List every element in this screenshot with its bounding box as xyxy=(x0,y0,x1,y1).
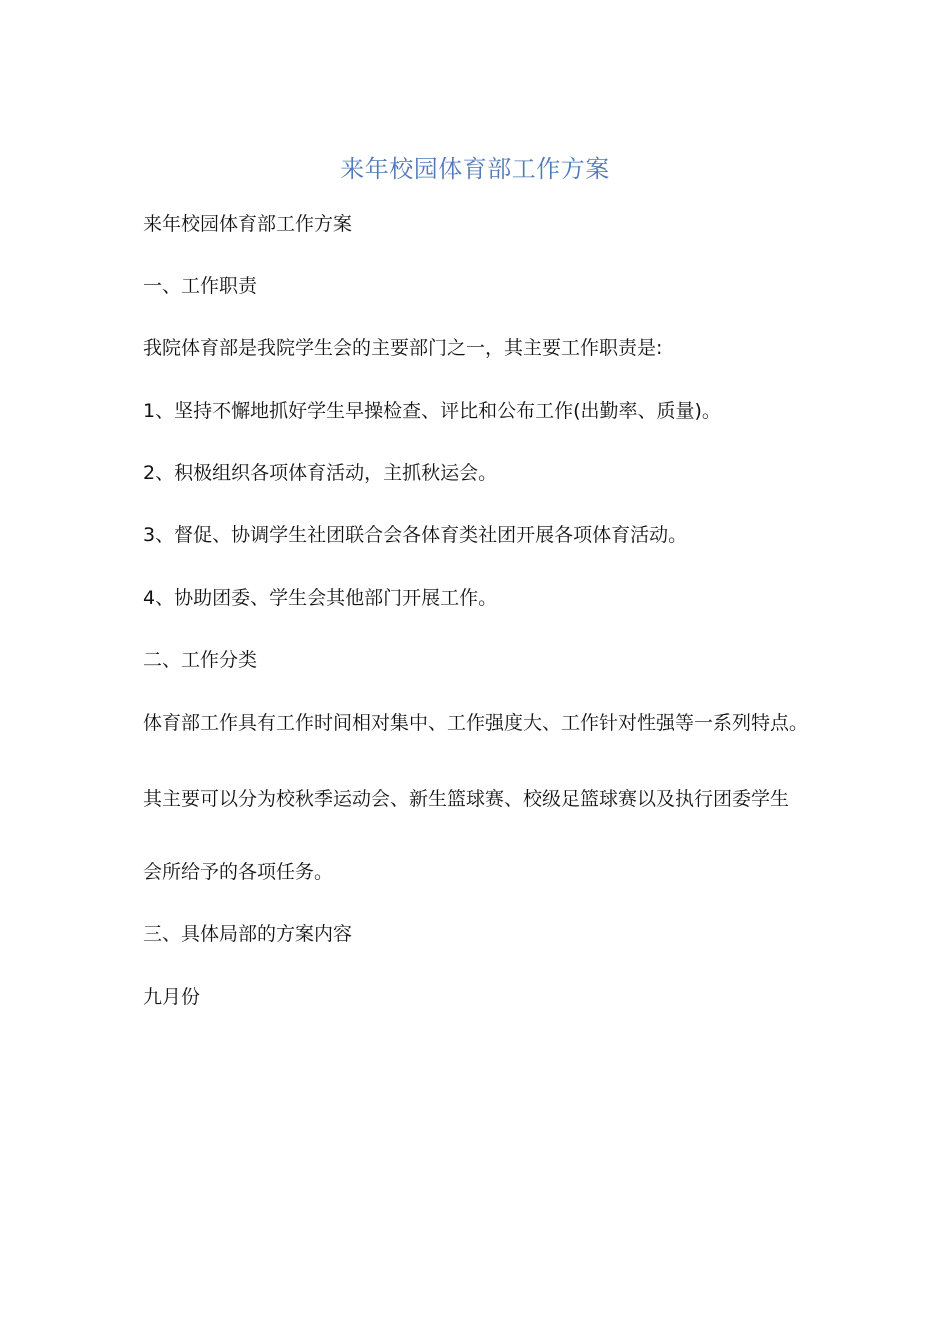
section2-paragraph-2-line-2: 会所给予的各项任务。 xyxy=(143,861,334,883)
document-subtitle: 来年校园体育部工作方案 xyxy=(143,213,353,235)
section1-item-3: 3、督促、协调学生社团联合会各体育类社团开展各项体育活动。 xyxy=(143,524,688,546)
section2-paragraph-1: 体育部工作具有工作时间相对集中、工作强度大、工作针对性强等一系列特点。 xyxy=(143,712,809,734)
section1-item-1: 1、坚持不懈地抓好学生早操检查、评比和公布工作(出勤率、质量)。 xyxy=(143,400,721,422)
section1-heading: 一、工作职责 xyxy=(143,275,258,297)
document-title: 来年校园体育部工作方案 xyxy=(340,155,610,183)
section3-month: 九月份 xyxy=(143,986,201,1008)
section2-heading: 二、工作分类 xyxy=(143,649,258,671)
section2-paragraph-2-line-1: 其主要可以分为校秋季运动会、新生篮球赛、校级足篮球赛以及执行团委学生 xyxy=(143,788,790,810)
section3-heading: 三、具体局部的方案内容 xyxy=(143,923,353,945)
section1-item-2: 2、积极组织各项体育活动，主抓秋运会。 xyxy=(143,462,498,484)
section1-intro: 我院体育部是我院学生会的主要部门之一，其主要工作职责是: xyxy=(143,337,663,359)
section1-item-4: 4、协助团委、学生会其他部门开展工作。 xyxy=(143,587,498,609)
